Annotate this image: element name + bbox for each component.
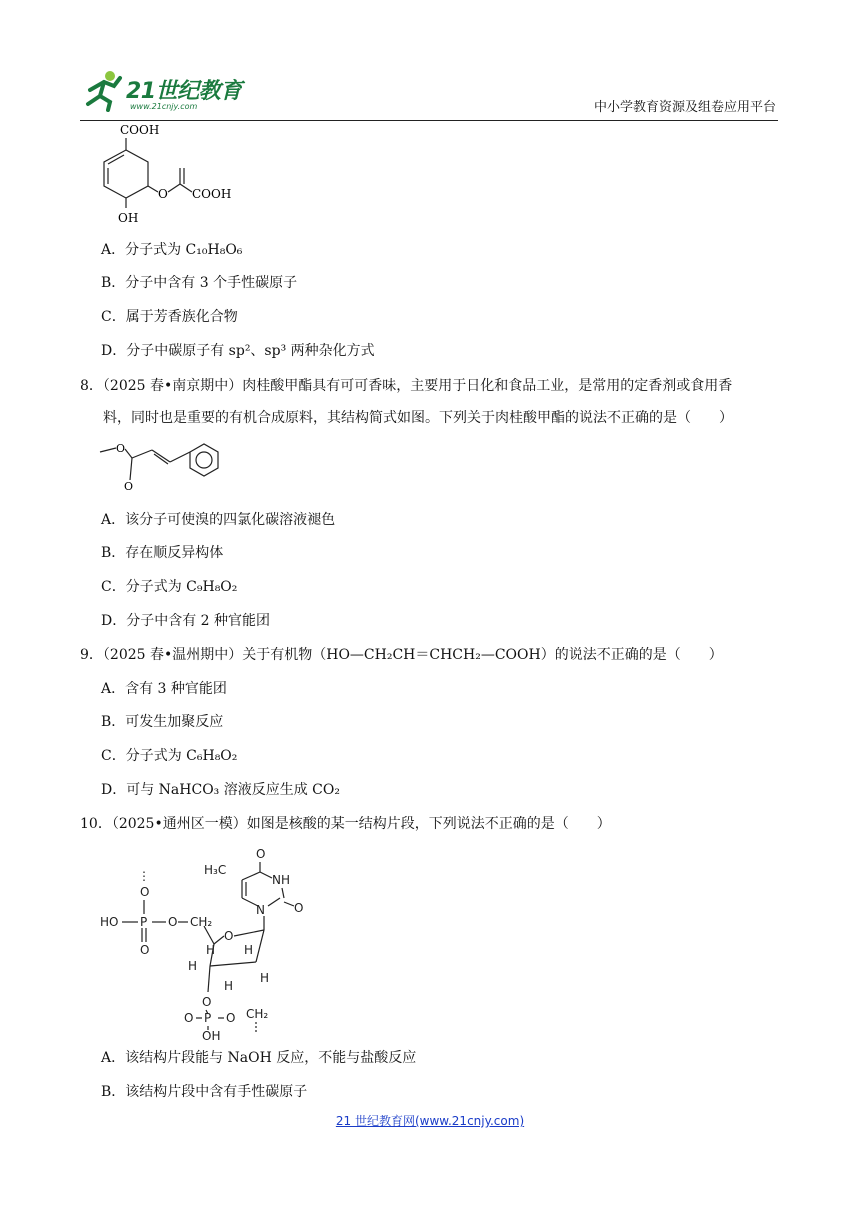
struct-label-h3: H — [188, 959, 198, 973]
logo-text: 21世纪教育 — [126, 79, 242, 104]
q8-option-b: B．存在顺反异构体 — [101, 545, 224, 561]
footer-link[interactable]: 21 世纪教育网(www.21cnjy.com) — [335, 1114, 525, 1128]
struct-label-p1: P — [140, 915, 148, 929]
struct-label-oh: OH — [118, 211, 139, 225]
q10-option-b: B．该结构片段中含有手性碳原子 — [101, 1084, 308, 1100]
struct-label-o-link: O — [202, 995, 212, 1009]
struct-label-h5: H — [224, 979, 234, 993]
struct-label-o-link1: O — [168, 915, 178, 929]
struct-label-o: O — [158, 187, 168, 201]
q9-option-d: D．可与 NaHCO₃ 溶液反应生成 CO₂ — [101, 782, 340, 798]
struct-label-o2: O — [124, 480, 134, 493]
struct-label-dots-top: ⋮ — [138, 869, 150, 883]
platform-title: 中小学教育资源及组卷应用平台 — [593, 100, 776, 115]
q9-option-b: B．可发生加聚反应 — [101, 714, 224, 730]
q10-structure-diagram — [96, 842, 316, 1043]
q9-option-c: C．分子式为 C₆H₈O₂ — [101, 748, 238, 764]
logo-url: www.21cnjy.com — [130, 102, 198, 111]
struct-label-ch2-2: CH₂ — [246, 1007, 269, 1021]
struct-label-p2: P — [204, 1011, 212, 1025]
struct-label-o-p2: O — [226, 1011, 236, 1025]
struct-label-h4: H — [260, 971, 270, 985]
q9-option-a: A．含有 3 种官能团 — [101, 681, 227, 697]
struct-label-o-eq2: O — [184, 1011, 194, 1025]
struct-label-o-eq1: O — [140, 943, 150, 957]
struct-label-oh: OH — [202, 1029, 221, 1043]
q8-stem-line1: 8．（2025 春•南京期中）肉桂酸甲酯具有可可香味，主要用于日化和食品工业，是常用的定香剂或食用香 — [80, 378, 733, 394]
q7-option-a: A．分子式为 C₁₀H₈O₆ — [101, 242, 243, 258]
struct-label-o1: O — [116, 442, 126, 455]
struct-label-o-ring: O — [224, 929, 234, 943]
struct-label-cooh-right: COOH — [192, 187, 232, 201]
q8-option-d: D．分子中含有 2 种官能团 — [101, 613, 271, 629]
q8-option-a: A．该分子可使溴的四氯化碳溶液褪色 — [101, 512, 336, 528]
q7-option-d: D．分子中碳原子有 sp²、sp³ 两种杂化方式 — [101, 343, 375, 359]
struct-label-n: N — [256, 903, 265, 917]
q9-stem: 9．（2025 春•温州期中）关于有机物（HO—CH₂CH＝CHCH₂—COOH）的说法不正确的是（ ） — [80, 647, 723, 663]
page-header — [80, 64, 778, 121]
q10-stem: 10．（2025•通州区一模）如图是核酸的某一结构片段，下列说法不正确的是（ ） — [80, 816, 611, 832]
q7-option-c: C．属于芳香族化合物 — [101, 309, 238, 325]
struct-label-ch2-1: CH₂ — [190, 915, 213, 929]
q7-option-b: B．分子中含有 3 个手性碳原子 — [101, 275, 298, 291]
struct-label-h3c: H₃C — [204, 863, 227, 877]
q7-structure-diagram — [96, 122, 246, 226]
q8-option-c: C．分子式为 C₉H₈O₂ — [101, 579, 238, 595]
q8-structure-diagram — [96, 438, 236, 494]
q8-stem-line2: 料，同时也是重要的有机合成原料，其结构简式如图。下列关于肉桂酸甲酯的说法不正确的是（ ） — [103, 410, 733, 426]
struct-label-o-right: O — [294, 901, 304, 915]
struct-label-cooh-top: COOH — [120, 123, 160, 137]
struct-label-o-p1: O — [140, 885, 150, 899]
struct-label-o-top: O — [256, 847, 266, 861]
q10-option-a: A．该结构片段能与 NaOH 反应，不能与盐酸反应 — [101, 1050, 417, 1066]
struct-label-ho: HO — [100, 915, 119, 929]
struct-label-h1: H — [206, 943, 216, 957]
site-logo — [80, 64, 260, 114]
runner-icon — [80, 68, 128, 112]
struct-label-nh: NH — [272, 873, 290, 887]
struct-label-h2: H — [244, 943, 254, 957]
